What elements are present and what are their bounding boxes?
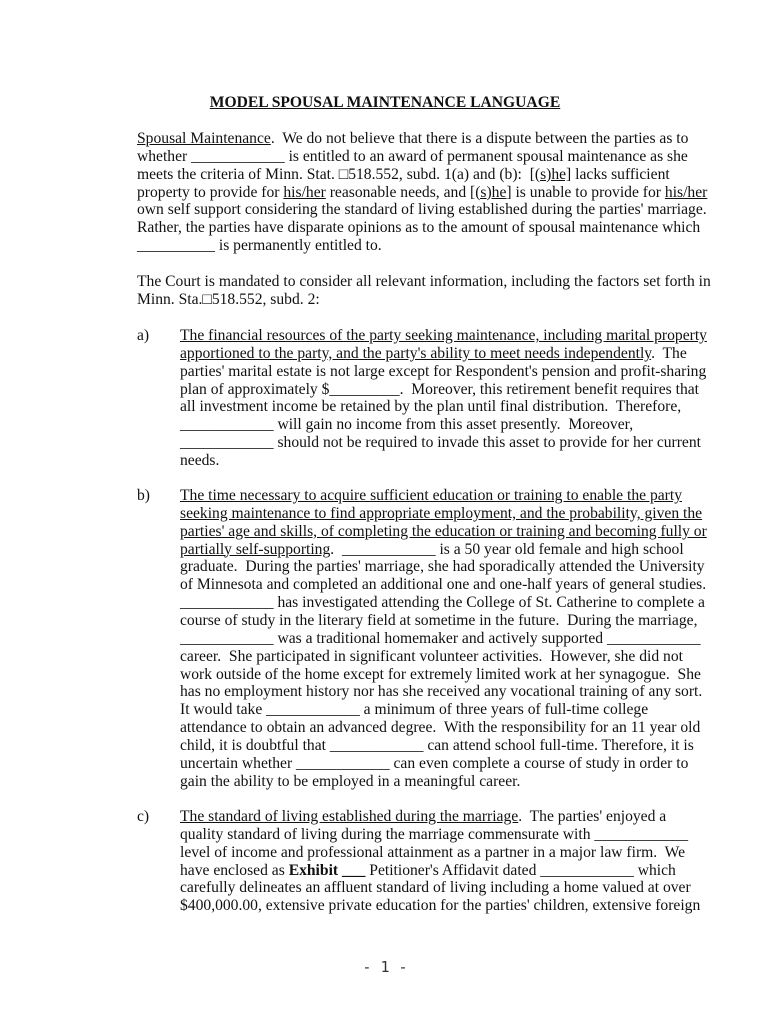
text-segment: attendance to obtain an advanced degree. With the responsibility for an 11 year old [180, 719, 701, 737]
text-segment: ____________ will gain no income from this asset presently. Moreover, [180, 416, 634, 434]
text-line [180, 648, 683, 666]
text-line [180, 363, 706, 381]
page-number: - 1 - [362, 958, 408, 976]
text-segment: level of income and professional attainment as a partner in a major law firm. We [180, 843, 686, 861]
text-segment: quality standard of living during the marriage commensurate with ____________ [180, 825, 688, 843]
text-line [180, 381, 699, 399]
text-segment: . We do not believe that there is a dispute between the parties as to [270, 130, 689, 147]
text-segment: plan of approximately $_________. Moreover, this retirement benefit requires that [180, 380, 700, 398]
text-segment: . The [651, 344, 687, 362]
underlined-text: The financial resources of the party seeking maintenance, including marital property [180, 327, 707, 344]
text-segment: carefully delineates an affluent standard of living including a home valued at over [180, 879, 691, 897]
text-line [180, 879, 691, 897]
text-segment: gain the ability to be employed in a meaningful career. [180, 772, 521, 790]
text-line [137, 166, 670, 184]
item-label: b) [137, 487, 150, 504]
underlined-text: [(s)he] [529, 165, 572, 183]
text-line [180, 594, 705, 612]
underlined-text: parties' age and skills, of completing the education or training and becoming fully or [180, 522, 707, 540]
text-line [180, 416, 633, 434]
text-line [137, 237, 382, 255]
underlined-text: seeking maintenance to find appropriate employment, and the probability, given the [180, 504, 703, 522]
text-line [180, 612, 697, 630]
text-segment: Rather, the parties have disparate opinions as to the amount of spousal maintenance which [137, 219, 701, 237]
text-line [180, 327, 707, 345]
text-segment: career. She participated in significant volunteer activities. However, she did not [180, 647, 683, 665]
text-line [180, 666, 701, 684]
underlined-text: The standard of living established during the marriage [180, 808, 519, 825]
document-title: MODEL SPOUSAL MAINTENANCE LANGUAGE [209, 94, 561, 111]
text-segment: graduate. During the parties' marriage, she had sporadically attended the University [180, 558, 705, 576]
text-segment: parties' marital estate is not large except for Respondent's pension and profit-sharing [180, 362, 707, 380]
text-line [137, 291, 320, 309]
text-line [180, 808, 666, 826]
text-line [180, 773, 520, 791]
text-line [180, 576, 706, 594]
text-line [137, 184, 707, 202]
text-segment: is unable to provide for [511, 183, 665, 201]
text-line [180, 630, 701, 648]
text-segment: . ____________ is a 50 year old female and high school [330, 540, 684, 558]
text-line [180, 558, 705, 576]
text-line [180, 505, 702, 523]
text-line [180, 844, 685, 862]
text-segment: Minn. Sta.□518.552, subd. 2: [137, 290, 320, 308]
text-segment: child, it is doubtful that ____________ can attend school full-time. Therefore, it is [180, 736, 694, 754]
text-segment: __________ is permanently entitled to. [137, 237, 382, 255]
text-line [137, 201, 707, 219]
underlined-text: his/her [283, 183, 326, 201]
text-line [180, 701, 648, 719]
text-line [180, 719, 700, 737]
text-segment: whether ____________ is entitled to an award of permanent spousal maintenance as she [137, 147, 688, 165]
item-label: c) [137, 808, 150, 825]
text-line [137, 148, 688, 166]
text-line [180, 434, 701, 452]
text-segment: property to provide for [137, 183, 284, 201]
underlined-text: Spousal Maintenance [137, 130, 271, 147]
text-segment: all investment income be retained by the plan until final distribution. Therefore, [180, 398, 682, 416]
text-line [137, 130, 688, 148]
text-segment: It would take ____________ a minimum of three years of full-time college [180, 701, 649, 719]
underlined-text: [(s)he] [470, 183, 512, 201]
text-line [180, 523, 707, 541]
item-label: a) [137, 327, 150, 344]
text-segment: has no employment history nor has she received any vocational training of any sort. [180, 683, 703, 701]
text-segment: . The parties' enjoyed a [518, 808, 667, 825]
text-line [137, 273, 711, 291]
underlined-text: apportioned to the party, and the party's ability to meet needs independently [180, 344, 652, 362]
underlined-text: partially self-supporting [180, 540, 331, 558]
text-line [180, 862, 676, 880]
text-line [180, 826, 688, 844]
text-segment: ____________ has investigated attending the College of St. Catherine to complete a [180, 594, 705, 612]
text-segment: work outside of the home except for extremely limited work at her synagogue. She [180, 665, 701, 683]
text-segment: $400,000.00, extensive private education for the parties' children, extensive foreign [180, 897, 701, 915]
text-segment: reasonable needs, and [325, 183, 471, 201]
text-segment: uncertain whether ____________ can even complete a course of study in order to [180, 754, 689, 772]
text-line [180, 897, 700, 915]
text-segment: of Minnesota and completed an additional one and one-half years of general studies. [180, 576, 707, 594]
text-segment: have enclosed as [180, 861, 289, 879]
text-segment: meets the criteria of Minn. Stat. □518.552, subd. 1(a) and (b): [137, 165, 530, 183]
text-segment: ____________ was a traditional homemaker and actively supported ____________ [180, 629, 701, 647]
underlined-text: The time necessary to acquire sufficient education or training to enable the party [180, 487, 682, 504]
text-line [180, 755, 688, 773]
text-segment: needs. [180, 451, 220, 469]
text-line [180, 737, 694, 755]
text-line [180, 541, 684, 559]
text-segment: own self support considering the standard of living established during the parties' marriage. [137, 201, 707, 219]
text-segment: course of study in the literary field at sometime in the future. During the marriage, [180, 611, 698, 629]
underlined-text: his/her [664, 183, 708, 201]
text-line [180, 398, 681, 416]
text-line [180, 683, 702, 701]
text-line [137, 219, 700, 237]
text-line [180, 487, 682, 505]
text-segment: lacks sufficient [571, 165, 670, 183]
bold-text: Exhibit ___ [288, 861, 366, 879]
text-line [180, 345, 687, 363]
text-segment: ____________ should not be required to invade this asset to provide for her current [180, 434, 701, 452]
text-segment: The Court is mandated to consider all relevant information, including the factors set forth in [137, 273, 711, 290]
text-line [180, 452, 219, 470]
text-segment: Petitioner's Affidavit dated ____________ which [365, 861, 676, 879]
